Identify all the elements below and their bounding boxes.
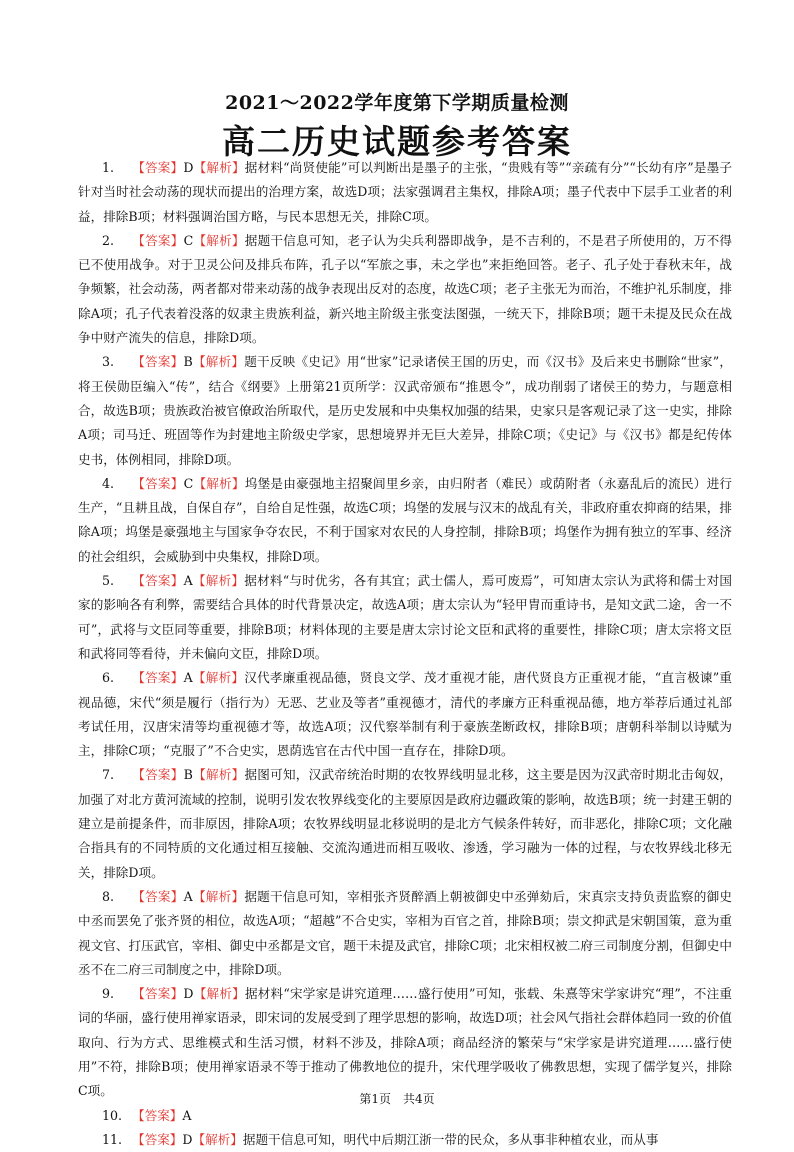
answer-item: [78, 350, 732, 471]
analysis-tag: 【解析】: [193, 160, 245, 175]
analysis-tag: 【解析】: [193, 475, 245, 491]
item-number: 6.: [102, 670, 115, 686]
answer-letter: C: [183, 475, 194, 491]
answer-letter: B: [183, 354, 193, 370]
answer-tag: 【答案】: [132, 670, 184, 686]
analysis-text: 据题干信息可知，宰相张齐贤醉酒上朝被御史中丞弹劾后，宋真宗支持负责监察的御史中丞而罢免了张齐贤的相位，故选A项；“超越”不合史实，宰相为百官之首，排除B项；崇文抑武是宋朝国策，意为重视文官、打压武官，宰相、御史中丞都是文官，题干未提及武官，排除C项；北宋相权被二府三司制度分割，但御史中丞不在二府三司制度之中，排除D项。: [78, 888, 733, 977]
page-title: 高二历史试题参考答案: [222, 122, 572, 161]
item-number: 7.: [102, 767, 115, 783]
answer-letter: D: [183, 986, 194, 1002]
answer-item: [78, 763, 732, 884]
analysis-text: 据材料“尚贤使能”可以判断出是墨子的主张，“贵贱有等”“亲疏有分”“长幼有序”是墨子针对当时社会动荡的现状而提出的治理方案，故选D项；法家强调君主集权，排除A项；墨子代表中下层手工业者的利益，排除B项；材料强调治国方略，与民本思想无关，排除C项。: [78, 160, 733, 224]
exam-subtitle: 2021～2022学年度第下学期质量检测: [225, 92, 569, 114]
analysis-tag: 【解析】: [192, 354, 245, 370]
answer-letter: A: [183, 670, 193, 686]
analysis-text: 汉代孝廉重视品德，贤良文学、茂才重视才能，唐代贤良方正重视才能，“直言极谏”重视品德，宋代“须是履行（指行为）无恶、艺业及等者”重视德才，清代的孝廉方正科重视品德，地方举荐后通过礼部考试任用，汉唐宋清等均重视德才等，故选A项；汉代察举制有利于豪族垄断政权，排除B项；唐朝科举制以诗赋为主，排除C项；“克服了”不合史实，恩荫选官在古代中国一直存在，排除D项。: [78, 670, 733, 759]
answer-item: [78, 229, 732, 350]
answer-tag: 【答案】: [132, 888, 184, 904]
answer-list: [78, 156, 732, 1152]
answer-tag: 【答案】: [132, 160, 184, 175]
analysis-tag: 【解析】: [193, 232, 245, 248]
analysis-text: 据题干信息可知，老子认为尖兵利器即战争，是不吉利的，不是君子所使用的，万不得已不使用战争。对于卫灵公问及排兵布阵，孔子以“军旅之事，未之学也”来拒绝回答。老子、孔子处于春秋末年，战争频繁，社会动荡，两者都对带来动荡的战争表现出反对的态度，故选C项；老子主张无为而治，不维护礼乐制度，排除A项；孔子代表着没落的奴隶主贵族利益，新兴地主阶级主张变法图强，一统天下，排除B项；题干未提及民众在战争中财产流失的信息，排除D项。: [78, 232, 733, 346]
analysis-text: 据题干信息可知，明代中后期江浙一带的民众，多从事非种植农业，而从事: [242, 1131, 659, 1147]
analysis-tag: 【解析】: [192, 888, 245, 904]
answer-tag: 【答案】: [132, 986, 184, 1002]
analysis-tag: 【解析】: [193, 986, 245, 1002]
analysis-tag: 【解析】: [192, 670, 245, 686]
answer-letter: A: [183, 888, 193, 904]
answer-item: [78, 666, 732, 763]
item-number: 2.: [102, 232, 115, 248]
answer-tag: 【答案】: [132, 1131, 183, 1147]
answer-item: [78, 569, 732, 666]
answer-tag: 【答案】: [132, 573, 184, 589]
analysis-tag: 【解析】: [192, 767, 245, 783]
analysis-text: 据材料“宋学家是讲究道理……盛行使用”可知，张载、朱熹等宋学家讲究“理”，不注重词的华丽，盛行使用禅家语录，即宋词的发展受到了理学思想的影响，故选D项；社会风气指社会群体趋同一致的价值取向、行为方式、思维模式和生活习惯，材料不涉及，排除A项；商品经济的繁荣与“宋学家是讲究道理……盛行使用”不符，排除B项；使用禅家语录不等于推动了佛教地位的提升，宋代理学吸收了佛教思想，实现了儒学复兴，排除C项。: [78, 986, 732, 1099]
answer-letter: B: [183, 767, 193, 783]
answer-tag: 【答案】: [132, 354, 184, 370]
answer-item: [78, 1128, 732, 1152]
answer-letter: C: [183, 232, 194, 248]
analysis-tag: 【解析】: [192, 1131, 243, 1147]
answer-letter: D: [183, 160, 194, 175]
analysis-text: 坞堡是由豪强地主招聚闾里乡亲，由归附者（难民）或荫附者（永嘉乱后的流民）进行生产，“且耕且战，自保自存”，自给自足性强，故选C项；坞堡的发展与汉末的战乱有关，非政府重农抑商的结果，排除A项；坞堡是豪强地主与国家争夺农民，不利于国家对农民的人身控制，排除B项；坞堡作为拥有独立的军事、经济的社会组织，会威胁到中央集权，排除D项。: [78, 475, 733, 564]
item-number: 10.: [102, 1107, 123, 1123]
analysis-tag: 【解析】: [192, 573, 245, 589]
item-number: 3.: [102, 354, 115, 370]
answer-item: [78, 472, 732, 569]
item-number: 1.: [102, 160, 115, 175]
analysis-text: 据图可知，汉武帝统治时期的农牧界线明显北移，这主要是因为汉武帝时期北击匈奴，加强了对北方黄河流域的控制，说明引发农牧界线变化的主要原因是政府边疆政策的影响，故选B项；统一封建王朝的建立是前提条件，而非原因，排除A项；农牧界线明显北移说明的是北方气候条件转好，而非恶化，排除C项；文化融合指具有的不同特质的文化通过相互接触、交流沟通进而相互吸收、渗透，学习融为一体的过程，与农牧界线北移无关，排除D项。: [78, 767, 733, 880]
item-number: 5.: [102, 573, 115, 589]
item-number: 9.: [102, 986, 115, 1002]
answer-tag: 【答案】: [132, 1107, 183, 1123]
answer-item: [78, 1104, 732, 1128]
analysis-text: 据材料“与时优劣，各有其宜；武士儒人，焉可废焉”，可知唐太宗认为武将和儒士对国家的影响各有利弊，需要结合具体的时代背景决定，故选A项；唐太宗认为“轻甲胄而重诗书，是知文武二途，舍一不可”，武将与文臣同等重要，排除B项；材料体现的主要是唐太宗讨论文臣和武将的重要性，排除C项；唐太宗将文臣和武将同等看待，并未偏向文臣，排除D项。: [78, 573, 733, 661]
item-number: 11.: [102, 1131, 123, 1147]
item-number: 4.: [102, 475, 115, 491]
analysis-text: 题干反映《史记》用“世家”记录诸侯王国的历史，而《汉书》及后来史书删除“世家”，将王侯勋臣编入“传”，结合《纲要》上册第21页所学：汉武帝颁布“推恩令”，成功削弱了诸侯王的势力，与题意相合，故选B项；贵族政治被官僚政治所取代，是历史发展和中央集权加强的结果，史家只是客观记录了这一史实，排除A项；司马迁、班固等作为封建地主阶级史学家，思想境界并无巨大差异，排除C项；《史记》与《汉书》都是纪传体史书，体例相同，排除D项。: [78, 354, 732, 467]
answer-tag: 【答案】: [132, 232, 184, 248]
answer-item: [78, 156, 732, 229]
answer-item: [78, 885, 732, 982]
answer-letter: A: [182, 1107, 192, 1123]
answer-item: [78, 982, 732, 1103]
page-footer: 第1页 共4页: [359, 1092, 435, 1106]
answer-tag: 【答案】: [132, 767, 184, 783]
item-number: 8.: [102, 888, 115, 904]
answer-letter: D: [182, 1131, 193, 1147]
answer-letter: A: [183, 573, 193, 589]
answer-tag: 【答案】: [132, 475, 184, 491]
